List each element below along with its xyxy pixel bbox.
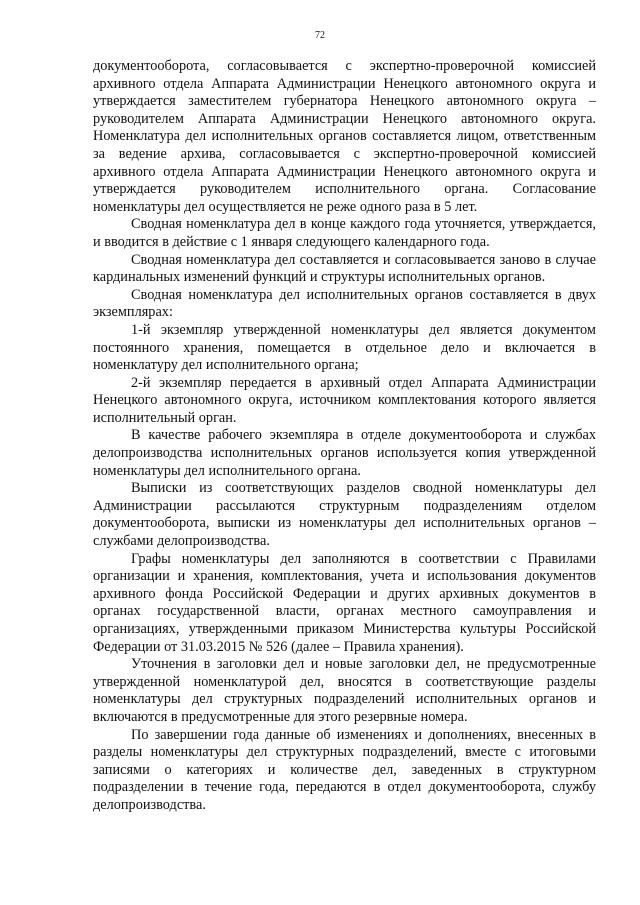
paragraph-year-end: По завершении года данные об изменениях и дополнениях, внесенных в разделы номенклатуры дел структурных подразделений, вместе с итоговыми записями о категориях и количестве дел, заведенных в структурном подразделении в течение года, передаются в отдел документооборота, службу делопроизводства. xyxy=(93,726,596,813)
paragraph-recompile: Сводная номенклатура дел составляется и согласовывается заново в случае кардинальных изменений функций и структуры исполнительных органов. xyxy=(93,251,596,286)
paragraph-clarifications: Уточнения в заголовки дел и новые заголовки дел, не предусмотренные утвержденной номенклатурой дел, вносятся в соответствующие разделы номенклатуры дел структурных подразделений исполнительных органов и включаются в предусмотренные для этого резервные номера. xyxy=(93,656,596,725)
paragraph-extracts: Выписки из соответствующих разделов сводной номенклатуры дел Администрации рассылаются структурным подразделениям отделом документооборота, выписки из номенклатуры дел исполнительных органов – службами делопроизводства. xyxy=(93,480,596,550)
paragraph-second-copy: 2-й экземпляр передается в архивный отдел Аппарата Администрации Ненецкого автономного округа, источником комплектования которого является исполнительный орган. xyxy=(93,374,596,426)
paragraph-columns: Графы номенклатуры дел заполняются в соответствии с Правилами организации и хранения, комплектования, учета и использования документов архивного фонда Российской Федерации и других архивных документов в органах государственной власти, органах местного самоуправления и организациях, утвержденными приказом Министерства культуры Российской Федерации от 31.03.2015 № 526 (далее – Правила хранения). xyxy=(93,550,596,655)
paragraph-annual-update: Сводная номенклатура дел в конце каждого года уточняется, утверждается, и вводится в действие с 1 января следующего календарного года. xyxy=(93,216,596,250)
paragraph-first-copy: 1-й экземпляр утвержденной номенклатуры дел является документом постоянного хранения, помещается в отдельное дело и включается в номенклатуру дел исполнительного органа; xyxy=(93,321,596,374)
document-body xyxy=(93,58,596,815)
paragraph-working-copy: В качестве рабочего экземпляра в отделе документооборота и службах делопроизводства исполнительных органов используется копия утвержденной номенклатуры дел исполнительного органа. xyxy=(93,427,596,479)
paragraph-continuation: документооборота, согласовывается с экспертно-проверочной комиссией архивного отдела Аппарата Администрации Ненецкого автономного округа и утверждается заместителем губернатора Ненецкого автономного округа – руководителем Аппарата Администрации Ненецкого автономного округа. Номенклатура дел исполнительных органов составляется лицом, ответственным за ведение архива, согласовывается с экспертно-проверочной комиссией архивного отдела Аппарата Администрации Ненецкого автономного округа и утверждается руководителем исполнительного органа. Согласование номенклатуры дел осуществляется не реже одного раза в 5 лет. xyxy=(93,58,596,215)
paragraph-two-copies: Сводная номенклатура дел исполнительных органов составляется в двух экземплярах: xyxy=(93,286,596,321)
page-number: 72 xyxy=(315,30,325,41)
